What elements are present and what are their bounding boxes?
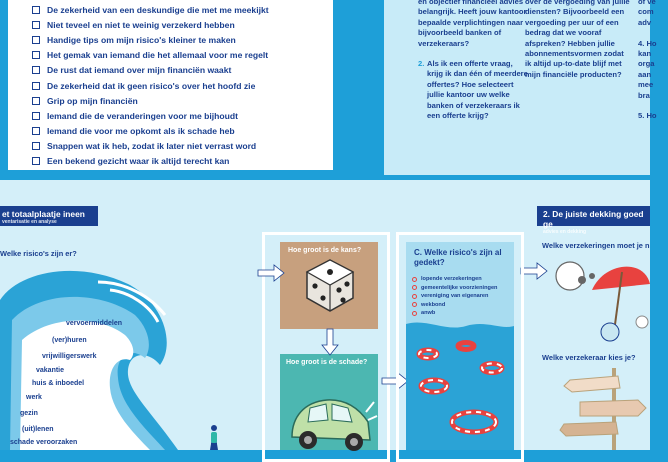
checkbox[interactable] [32, 36, 40, 44]
checklist-item [32, 124, 333, 139]
checkbox[interactable] [32, 6, 40, 14]
dice-icon [305, 258, 355, 313]
checkbox[interactable] [32, 21, 40, 29]
person-figure [206, 424, 222, 450]
checkbox[interactable] [32, 112, 40, 120]
checkbox[interactable] [32, 142, 40, 150]
covered-card-title: C. Welke risico's zijn al gedekt? [414, 248, 502, 267]
question-which-risks: Welke risico's zijn er? [0, 249, 77, 258]
question-2-text: Als ik een offerte vraag, krijg ik dan één of meerdere offertes? Hoe selecteert jullie kantoor uw welke banken of verzekeraars ik een offerte krijg? [427, 59, 528, 121]
covered-item-label: anwb [421, 310, 436, 317]
checklist-item-label: Handige tips om mijn risico's kleiner te maken [47, 34, 236, 45]
lifebuoy-icon [412, 294, 417, 299]
question-which-insurer: Welke verzekeraar kies je? [542, 353, 636, 362]
covered-item-label: gemeentelijke voorzieningen [421, 284, 498, 291]
lifebuoy-icon [412, 285, 417, 290]
chance-card [280, 242, 378, 329]
question-column-3-line: bra [638, 90, 650, 100]
lifebuoy-icon [412, 277, 417, 282]
umbrella-illustration [552, 254, 650, 346]
checkbox[interactable] [32, 127, 40, 135]
step-1-title: et totaalplaatje ineen [2, 209, 85, 219]
question-column-3-line: of ve [638, 0, 656, 6]
covered-card [406, 242, 514, 450]
arrow-to-advice [521, 263, 547, 279]
lifebuoy-icon [412, 311, 417, 316]
checklist-item [32, 154, 333, 169]
checklist-item-label: Een bekend gezicht waar ik altijd terecht kan [47, 156, 230, 167]
question-column-3-line: orga [638, 59, 655, 69]
risk-item: (uit)lenen [22, 426, 54, 433]
step-2-banner [537, 206, 650, 235]
checkbox[interactable] [32, 66, 40, 74]
covered-item-label: lopende verzekeringen [421, 276, 482, 283]
question-column-3-line: aan [638, 69, 652, 79]
wave-illustration [0, 260, 260, 450]
checkbox[interactable] [32, 51, 40, 59]
question-column-3-line: 4. Ho [638, 38, 657, 48]
checklist-item-label: De zekerheid van een deskundige die met me meekijkt [47, 4, 269, 15]
question-column-3-line [638, 101, 668, 111]
question-column-3-line: 5. Ho [638, 111, 657, 121]
covered-item-label: wekbond [421, 301, 446, 308]
step-2-subtitle: advies en dekking [543, 229, 587, 235]
risk-item: gezin [20, 410, 38, 417]
car-crash-icon [282, 382, 378, 452]
covered-item [412, 301, 497, 310]
question-1-continued: en objectief financieel advies belangrijk. Heeft jouw kantoor bepaalde verplichtingen naar bijvoorbeeld banken of verzekeraars? [418, 0, 527, 48]
question-column-1 [418, 0, 530, 121]
question-which-insurances: Welke verzekeringen moet je n [542, 241, 650, 250]
risk-item: vervoermiddelen [66, 320, 123, 327]
checkbox[interactable] [32, 157, 40, 165]
checklist-item [32, 139, 333, 154]
covered-list [412, 275, 497, 318]
checklist-item-label: De rust dat iemand over mijn financiën waakt [47, 65, 232, 76]
question-column-3-line: mee [638, 80, 654, 90]
checklist-item-label: Het gemak van iemand die het allemaal voor me regelt [47, 50, 269, 61]
process-diagram [0, 180, 650, 450]
checklist-panel [8, 0, 333, 170]
checklist-item [32, 2, 333, 17]
checklist-item [32, 78, 333, 93]
damage-card [280, 354, 378, 450]
covered-item [412, 309, 497, 318]
checklist-item [32, 32, 333, 47]
covered-item-label: vereniging van eigenaren [421, 293, 489, 300]
question-column-3-line: kan [638, 48, 652, 58]
question-column-3-line: adv [638, 17, 652, 27]
checkbox[interactable] [32, 82, 40, 90]
checklist-item-label: De zekerheid dat ik geen risico's over het hoofd zie [47, 80, 256, 91]
checklist-item-label: Iemand die de veranderingen voor me bijhoudt [47, 110, 239, 121]
risk-item: vrijwilligerswerk [42, 353, 97, 360]
question-column-3 [638, 0, 668, 122]
lifebuoys-illustration [406, 324, 514, 450]
signpost-illustration [560, 366, 650, 450]
checklist-item [32, 93, 333, 108]
risk-item: huis & inboedel [32, 380, 85, 387]
step-1-subtitle: ventarisatie en analyse [2, 219, 57, 225]
risk-item: vakantie [36, 367, 65, 374]
chance-card-title: Hoe groot is de kans? [288, 247, 362, 254]
questions-panel [384, 0, 657, 175]
checklist-item-label: Snappen wat ik heb, zodat ik later niet verrast word [47, 141, 257, 152]
checklist [8, 0, 333, 169]
step-1-banner [0, 206, 98, 226]
damage-card-title: Hoe groot is de schade? [286, 359, 368, 366]
risk-item: (ver)huren [52, 337, 87, 344]
checklist-item [32, 48, 333, 63]
checklist-item [32, 108, 333, 123]
checklist-item-label: Iemand die voor me opkomt als ik schade heb [47, 126, 235, 137]
checklist-item [32, 63, 333, 78]
covered-item [412, 292, 497, 301]
arrow-to-chance [258, 265, 284, 281]
arrow-to-damage [322, 329, 338, 355]
covered-item [412, 284, 497, 293]
covered-item [412, 275, 497, 284]
checklist-item-label: Niet teveel en niet te weinig verzekerd hebben [47, 19, 235, 30]
lifebuoy-icon [412, 302, 417, 307]
question-column-2 [525, 0, 630, 80]
question-3-continued: over de vergoeding van jullie diensten? Bijvoorbeeld een vergoeding per uur of een bedrag dat we vooraf afspreken? Hebben jullie abonnementsvormen zodat ik altijd up-to-date blijf met mijn financiële producten? [525, 0, 630, 79]
checklist-item-label: Grip op mijn financiën [47, 95, 138, 106]
checklist-item [32, 17, 333, 32]
checkbox[interactable] [32, 97, 40, 105]
question-2-number: 2. [418, 59, 425, 69]
question-column-3-line [638, 28, 668, 38]
step-2-title: 2. De juiste dekking goed ge [543, 209, 644, 229]
risk-item: schade veroorzaken [10, 439, 78, 446]
risk-item: werk [26, 394, 42, 401]
question-column-3-line: com [638, 7, 654, 17]
